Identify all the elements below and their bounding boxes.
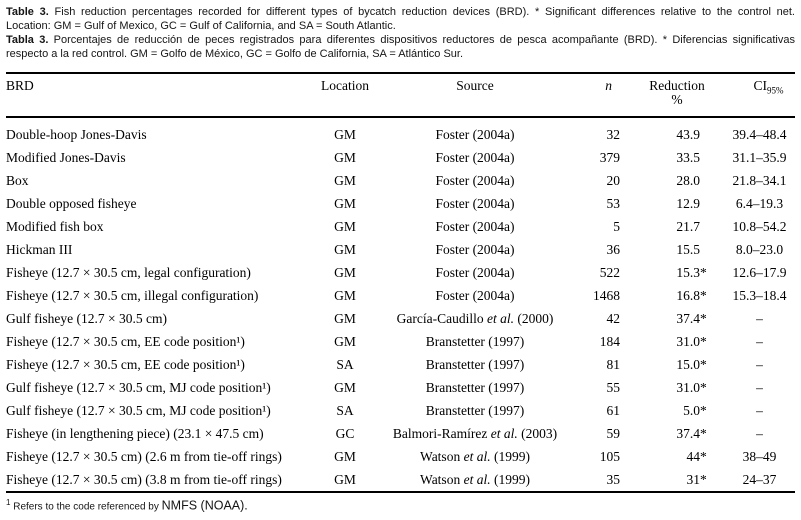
reduction-cell: 44* (686, 449, 707, 464)
location-cell: GM (334, 334, 356, 349)
source-cell: Balmori-Ramírez et al. (2003) (392, 426, 558, 441)
n-cell: 55 (606, 380, 620, 395)
table-row (6, 307, 795, 330)
ci-cell: 31.1–35.9 (732, 150, 787, 165)
source-cell: Foster (2004a) (435, 127, 515, 142)
brd-cell: Fisheye (in lengthening piece) (23.1 × 47.5 cm) (6, 426, 264, 441)
brd-cell: Gulf fisheye (12.7 × 30.5 cm, MJ code position¹) (6, 403, 271, 418)
table-row (6, 445, 795, 468)
brd-cell: Fisheye (12.7 × 30.5 cm, illegal configuration) (6, 288, 259, 303)
source-cell: Branstetter (1997) (425, 334, 525, 349)
table-row (6, 376, 795, 399)
header-n: n (605, 78, 612, 93)
caption-es-text1: Porcentajes de reducción de peces registrados para diferentes dispositivos reductores de pesca acompañante (BRD). * Diferencias significativas (48, 34, 795, 46)
table-row (6, 353, 795, 376)
reduction-cell: 28.0 (676, 173, 700, 188)
location-cell: GM (334, 173, 356, 188)
caption-es-line1 (6, 33, 795, 47)
brd-cell: Box (6, 173, 29, 188)
ci-cell: 12.6–17.9 (732, 265, 787, 280)
location-cell: GM (334, 127, 356, 142)
header-ci: $CI_{95\%}$ (753, 78, 784, 96)
n-cell: 1468 (593, 288, 620, 303)
source-cell: Foster (2004a) (435, 242, 515, 257)
reduction-cell: 37.4* (676, 311, 707, 326)
table-row (6, 238, 795, 261)
ci-cell: 15.3–18.4 (732, 288, 787, 303)
n-cell: 59 (606, 426, 620, 441)
source-cell: Branstetter (1997) (425, 403, 525, 418)
reduction-cell: 12.9 (676, 196, 700, 211)
table-row (6, 117, 795, 146)
n-cell: 32 (606, 127, 620, 142)
ci-cell: 39.4–48.4 (732, 127, 787, 142)
footnote-text: Refers to the code referenced by (10, 501, 162, 513)
location-cell: GM (334, 265, 356, 280)
brd-cell: Gulf fisheye (12.7 × 30.5 cm, MJ code position¹) (6, 380, 271, 395)
source-cell: Foster (2004a) (435, 288, 515, 303)
source-cell: Branstetter (1997) (425, 380, 525, 395)
n-cell: 379 (599, 150, 620, 165)
source-cell: Branstetter (1997) (425, 357, 525, 372)
n-cell: 53 (606, 196, 620, 211)
location-cell: GM (334, 196, 356, 211)
table-row (6, 422, 795, 445)
source-cell: Foster (2004a) (435, 219, 515, 234)
ci-cell: 8.0–23.0 (735, 242, 784, 257)
reduction-cell: 15.3* (676, 265, 707, 280)
ci-subscript: 95% (767, 85, 784, 96)
caption-en-line1 (6, 5, 795, 19)
caption-en-prefix: Table 3. (6, 6, 49, 18)
brd-cell: Gulf fisheye (12.7 × 30.5 cm) (6, 311, 167, 326)
ci-cell: 21.8–34.1 (732, 173, 787, 188)
location-cell: GM (334, 219, 356, 234)
table-row (6, 169, 795, 192)
reduction-cell: 33.5 (676, 150, 700, 165)
brd-results-table (6, 72, 795, 493)
ci-cell: – (756, 334, 763, 349)
n-cell: 36 (606, 242, 620, 257)
table-row (6, 261, 795, 284)
caption-block (6, 5, 795, 61)
header-reduction: Reduction % (649, 78, 705, 107)
brd-cell: Modified Jones-Davis (6, 150, 126, 165)
location-cell: GM (334, 150, 356, 165)
location-cell: GM (334, 449, 356, 464)
reduction-cell: 31.0* (676, 334, 707, 349)
ci-cell: – (756, 357, 763, 372)
table-row (6, 284, 795, 307)
reduction-cell: 43.9 (676, 127, 700, 142)
header-brd: BRD (6, 78, 34, 93)
n-cell: 35 (606, 472, 620, 487)
ci-cell: 10.8–54.2 (732, 219, 787, 234)
table-body (6, 117, 795, 492)
table-row (6, 146, 795, 169)
ci-cell: 6.4–19.3 (735, 196, 784, 211)
brd-cell: Fisheye (12.7 × 30.5 cm, EE code position¹) (6, 357, 245, 372)
ci-cell: – (756, 380, 763, 395)
brd-cell: Fisheye (12.7 × 30.5 cm) (2.6 m from tie-off rings) (6, 449, 282, 464)
location-cell: GC (335, 426, 355, 441)
location-cell: GM (334, 472, 356, 487)
location-cell: SA (336, 357, 354, 372)
brd-cell: Fisheye (12.7 × 30.5 cm, legal configuration) (6, 265, 251, 280)
n-cell: 81 (606, 357, 620, 372)
ci-cell: – (756, 311, 763, 326)
caption-en-text1: Fish reduction percentages recorded for different types of bycatch reduction devices (BRD). * Significant differences relative to the control net. (48, 6, 795, 18)
caption-en-line2: Location: GM = Gulf of Mexico, GC = Gulf of California, and SA = South Atlantic. (6, 20, 396, 32)
location-cell: GM (334, 311, 356, 326)
n-cell: 184 (599, 334, 620, 349)
reduction-cell: 31.0* (676, 380, 707, 395)
ci-cell: – (756, 403, 763, 418)
source-cell: Foster (2004a) (435, 173, 515, 188)
brd-cell: Double-hoop Jones-Davis (6, 127, 147, 142)
reduction-cell: 31* (686, 472, 707, 487)
table-row (6, 468, 795, 492)
location-cell: GM (334, 288, 356, 303)
n-cell: 42 (606, 311, 620, 326)
reduction-cell: 37.4* (676, 426, 707, 441)
n-cell: 5 (613, 219, 620, 234)
footnote (6, 498, 795, 512)
source-cell: Foster (2004a) (435, 265, 515, 280)
location-cell: GM (334, 380, 356, 395)
n-cell: 522 (599, 265, 620, 280)
n-cell: 61 (606, 403, 620, 418)
source-cell: Watson et al. (1999) (420, 449, 530, 464)
header-source: Source (456, 78, 494, 93)
reduction-cell: 15.0* (676, 357, 707, 372)
reduction-cell: 5.0* (683, 403, 707, 418)
header-location: Location (321, 78, 369, 93)
location-cell: SA (336, 403, 354, 418)
source-cell: Watson et al. (1999) (420, 472, 530, 487)
location-cell: GM (334, 242, 356, 257)
reduction-cell: 16.8* (676, 288, 707, 303)
footnote-org: NMFS (NOAA). (161, 498, 248, 513)
source-cell: Foster (2004a) (435, 150, 515, 165)
n-cell: 105 (599, 449, 620, 464)
source-cell: García-Caudillo et al. (2000) (396, 311, 554, 326)
reduction-cell: 15.5 (676, 242, 700, 257)
n-cell: 20 (606, 173, 620, 188)
brd-cell: Double opposed fisheye (6, 196, 137, 211)
brd-cell: Modified fish box (6, 219, 104, 234)
reduction-cell: 21.7 (676, 219, 700, 234)
table-row (6, 215, 795, 238)
brd-cell: Fisheye (12.7 × 30.5 cm) (3.8 m from tie-off rings) (6, 472, 282, 487)
caption-es-line2: respecto a la red control. GM = Golfo de México, GC = Golfo de California, SA = Atlántico Sur. (6, 48, 464, 60)
caption-es-prefix: Tabla 3. (6, 34, 49, 46)
table-row (6, 330, 795, 353)
footnote-sup: 1 (6, 498, 11, 507)
brd-cell: Fisheye (12.7 × 30.5 cm, EE code position¹) (6, 334, 245, 349)
ci-cell: – (756, 426, 763, 441)
brd-cell: Hickman III (6, 242, 73, 257)
ci-cell: 24–37 (742, 472, 777, 487)
table-row (6, 192, 795, 215)
table-header (6, 73, 795, 117)
ci-cell: 38–49 (742, 449, 777, 464)
source-cell: Foster (2004a) (435, 196, 515, 211)
table-row (6, 399, 795, 422)
